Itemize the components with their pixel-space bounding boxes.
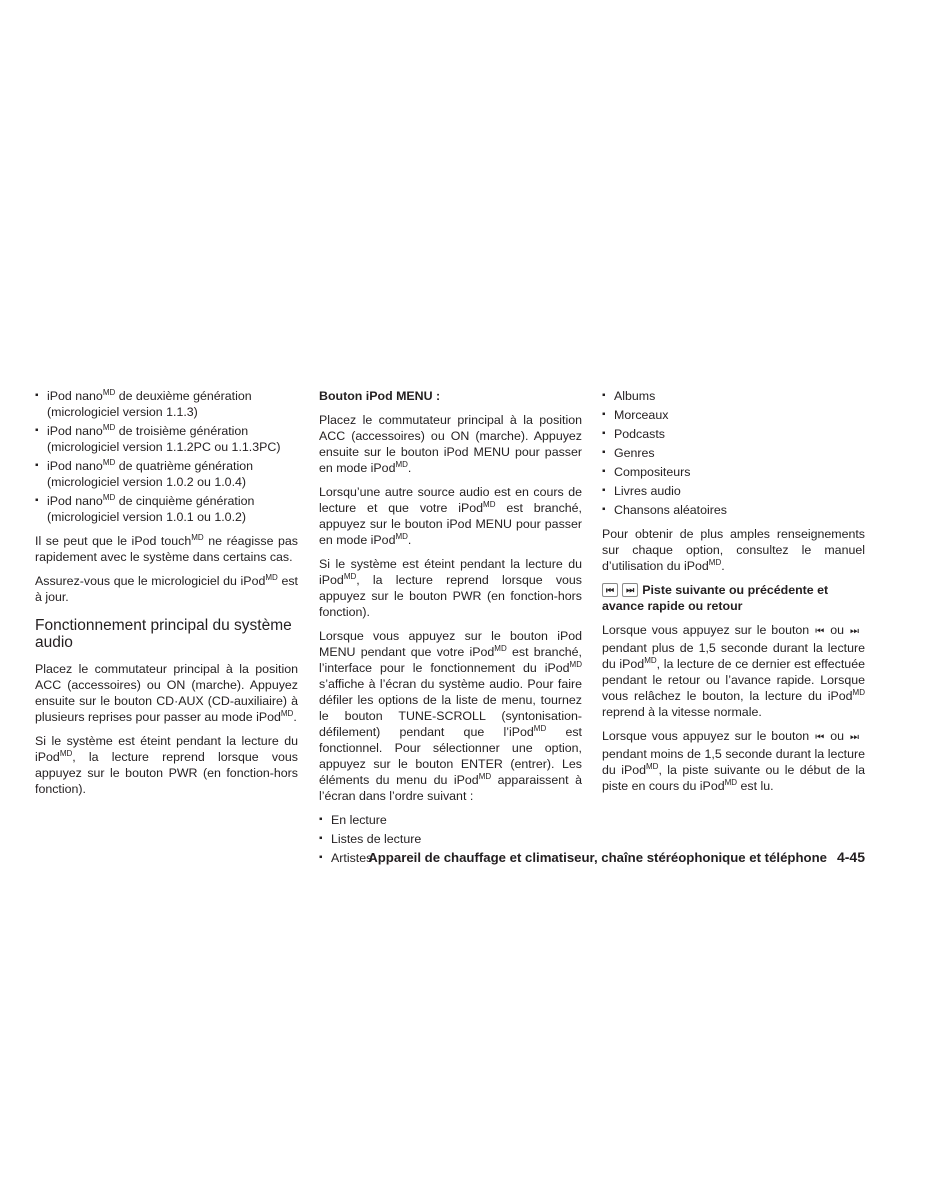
column-middle [319, 388, 582, 874]
list-item: ▪ En lecture [319, 812, 582, 828]
list-item: ▪ iPod nano$^{MD}$ de troisième génération (micrologiciel version 1.1.2PC ou 1.1.3PC) [35, 423, 298, 455]
column-right [602, 388, 865, 802]
next-track-icon: ⏭ [850, 626, 859, 637]
list-item: ▪ iPod nano$^{MD}$ de deuxième génération (micrologiciel version 1.1.3) [35, 388, 298, 420]
column-left [35, 388, 298, 805]
page-footer [368, 849, 865, 865]
paragraph: Pour obtenir de plus amples renseignements sur chaque option, consultez le manuel d’utilisation du iPod$^{MD}$. [602, 527, 865, 573]
paragraph: Il se peut que le iPod touch$^{MD}$ ne réagisse pas rapidement avec le système dans certains cas. [35, 533, 299, 564]
subsection-heading: Bouton iPod MENU : [319, 389, 441, 403]
list-item: ▪ Genres [602, 445, 865, 461]
previous-track-icon: ⏮ [815, 626, 825, 637]
previous-track-icon: ⏮ [815, 732, 825, 743]
next-track-icon: ⏭ [850, 732, 859, 743]
list-item: ▪ Compositeurs [602, 464, 865, 480]
subsection-heading: ⏮ ⏭ Piste suivante ou précédente et avance rapide ou retour [602, 583, 829, 613]
paragraph: Lorsque vous appuyez sur le bouton iPod MENU pendant que votre iPod$^{MD}$ est branché, l’interface pour le fonctionnement du iPod$^{MD}$ s’affiche à l’écran du système audio. Pour faire défiler les options de la liste de menu, tournez le bouton TUNE-SCROLL (syntonisation-défilement) pendant que l’iPod$^{MD}$ est fonctionnel. Pour sélectionner une option, appuyez sur le bouton ENTER (entrer). Les éléments du menu du iPod$^{MD}$ apparaissent à l’écran dans l’ordre suivant : [319, 629, 583, 803]
ipod-nano-list [35, 388, 298, 525]
paragraph: Si le système est éteint pendant la lecture du iPod$^{MD}$, la lecture reprend lorsque vous appuyez sur le bouton PWR (en fonction-hors fonction). [319, 557, 582, 619]
footer-title: Appareil de chauffage et climatiseur, chaîne stéréophonique et téléphone [368, 850, 827, 865]
next-track-icon: ⏭ [622, 583, 638, 597]
paragraph: Assurez-vous que le micrologiciel du iPod$^{MD}$ est à jour. [35, 573, 298, 604]
page-number: 4-45 [836, 849, 865, 865]
section-heading: Fonctionnement principal du système audio [35, 617, 292, 651]
paragraph: Placez le commutateur principal à la position ACC (accessoires) ou ON (marche). Appuyez ensuite sur le bouton iPod MENU pour passer en mode iPod$^{MD}$. [319, 413, 582, 475]
paragraph: Lorsque vous appuyez sur le bouton ⏮ ou ⏭ pendant plus de 1,5 seconde durant la lecture du iPod$^{MD}$, la lecture de ce dernier est effectuée pendant le retour ou l’avance rapide. Lorsque vous relâchez le bouton, la lecture du iPod$^{MD}$ reprend à la vitesse normale. [602, 623, 865, 719]
list-item: ▪ Listes de lecture [319, 831, 582, 847]
list-item: ▪ Chansons aléatoires [602, 502, 865, 518]
paragraph: Placez le commutateur principal à la position ACC (accessoires) ou ON (marche). Appuyez ensuite sur le bouton CD·AUX (CD-auxiliaire) à plusieurs reprises pour passer au mode iPod$^{MD}$. [35, 662, 298, 724]
list-item: ▪ iPod nano$^{MD}$ de cinquième génération (micrologiciel version 1.0.1 ou 1.0.2) [35, 493, 298, 525]
paragraph: Si le système est éteint pendant la lecture du iPod$^{MD}$, la lecture reprend lorsque vous appuyez sur le bouton PWR (en fonction-hors fonction). [35, 734, 298, 796]
list-item: ▪ Artistes [319, 850, 582, 866]
list-item: ▪ Livres audio [602, 483, 865, 499]
paragraph: Lorsque vous appuyez sur le bouton ⏮ ou ⏭ pendant moins de 1,5 seconde durant la lecture du iPod$^{MD}$, la piste suivante ou le début de la piste en cours du iPod$^{MD}$ est lu. [602, 729, 865, 793]
list-item: ▪ iPod nano$^{MD}$ de quatrième génération (micrologiciel version 1.0.2 ou 1.0.4) [35, 458, 298, 490]
list-item: ▪ Albums [602, 388, 865, 404]
paragraph: Lorsqu’une autre source audio est en cours de lecture et que votre iPod$^{MD}$ est branché, appuyez sur le bouton iPod MENU pour passer en mode iPod$^{MD}$. [319, 485, 582, 547]
menu-items-list-continued [602, 388, 865, 518]
list-item: ▪ Morceaux [602, 407, 865, 423]
previous-track-icon: ⏮ [602, 583, 618, 597]
list-item: ▪ Podcasts [602, 426, 865, 442]
